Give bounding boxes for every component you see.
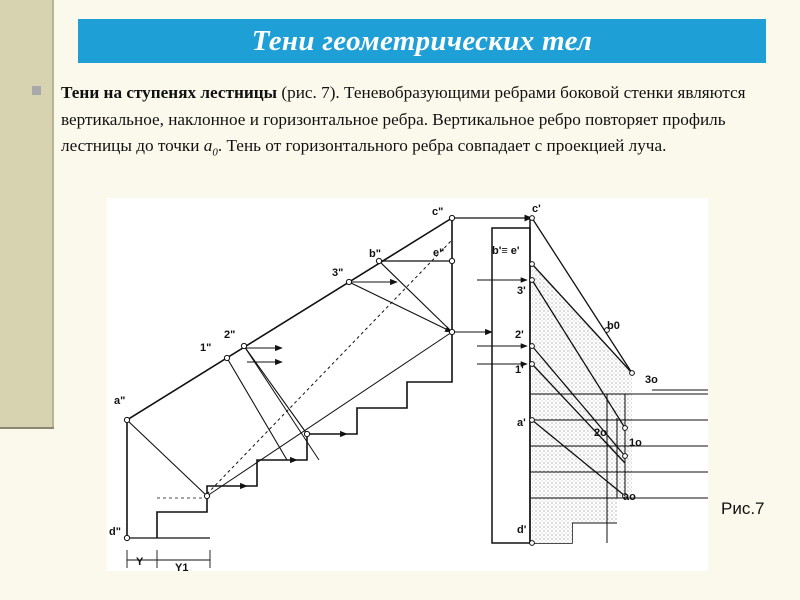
ray-1: [227, 358, 287, 460]
ray-3: [349, 282, 452, 332]
paragraph-lead: Тени на ступенях лестницы: [61, 83, 278, 102]
ray-2: [244, 346, 307, 434]
drawing-mark: [530, 362, 535, 367]
drawing-mark: [530, 262, 535, 267]
label-y1: Y1: [175, 562, 189, 571]
drawing-mark: [449, 329, 454, 334]
slide-paragraph: [61, 80, 777, 166]
label-c2: c": [432, 206, 444, 218]
title-banner: [78, 19, 766, 63]
slide-title: Тени геометрических тел: [251, 24, 593, 57]
ray-b: [379, 261, 452, 332]
front-view: [127, 218, 532, 568]
label-b0: b0: [607, 320, 620, 332]
drawing-mark: [449, 215, 454, 220]
drawing-mark: [623, 426, 628, 431]
drawing-mark: [224, 355, 229, 360]
drawing-mark: [630, 371, 635, 376]
drawing-mark: [530, 418, 535, 423]
drawing-mark: [530, 216, 535, 221]
label-2pp: 2": [224, 329, 236, 341]
label-2p: 2': [515, 329, 524, 341]
label-a2: a": [114, 395, 126, 407]
paragraph-part2: . Тень от горизонтального ребра совпадает с проекцией луча.: [217, 136, 667, 155]
label-d2: d": [109, 526, 121, 538]
label-3pp: 3": [332, 267, 344, 279]
parallel-line-upper: [207, 332, 452, 496]
sidebar-divider: [0, 427, 54, 429]
label-y: Y: [136, 556, 144, 568]
label-1pp: 1": [200, 342, 212, 354]
drawing-mark: [124, 417, 129, 422]
shadow-boundary: [207, 240, 452, 494]
paragraph-part1: (рис. 7). Теневобразующими ребрами боковой стенки являются вертикальное, наклонное и горизонтальное ребра. Вертикальное ребро повторяет профиль лестницы до точки: [61, 83, 746, 155]
drawing-mark: [530, 344, 535, 349]
figure-caption: Рис.7: [721, 499, 765, 518]
label-2o: 2o: [594, 427, 607, 439]
drawing-mark: [204, 493, 209, 498]
drawing-mark: [241, 343, 246, 348]
label-3p: 3': [517, 285, 526, 297]
label-1o: 1o: [629, 437, 642, 449]
shadow-area: [532, 264, 632, 543]
label-be1: b'≡ e': [492, 245, 520, 257]
point-label: a: [203, 136, 213, 155]
bullet-square-icon: [32, 86, 41, 95]
inclined-edge: [127, 218, 452, 420]
label-e2: e": [433, 247, 445, 259]
ray-to-2: [244, 346, 319, 460]
drawing-mark: [124, 535, 129, 540]
front-points: [124, 215, 454, 540]
drawing-mark: [304, 431, 309, 436]
label-ao: ao: [623, 491, 636, 503]
drawing-mark: [492, 228, 530, 543]
drawing-mark: [346, 279, 351, 284]
drawing-mark: [449, 258, 454, 263]
label-d1: d': [517, 524, 527, 536]
drawing-mark: [530, 541, 535, 546]
label-b2: b": [369, 248, 381, 260]
sidebar-decor-strip: [0, 0, 54, 428]
label-c1: c': [532, 203, 541, 215]
point-subscript: 0: [212, 146, 218, 159]
label-3o: 3o: [645, 374, 658, 386]
stair-shadow-drawing: [107, 198, 708, 571]
label-1p: 1': [515, 364, 524, 376]
drawing-mark: [623, 454, 628, 459]
label-a1: a': [517, 417, 526, 429]
drawing-mark: [530, 278, 535, 283]
ray-a: [127, 420, 207, 496]
